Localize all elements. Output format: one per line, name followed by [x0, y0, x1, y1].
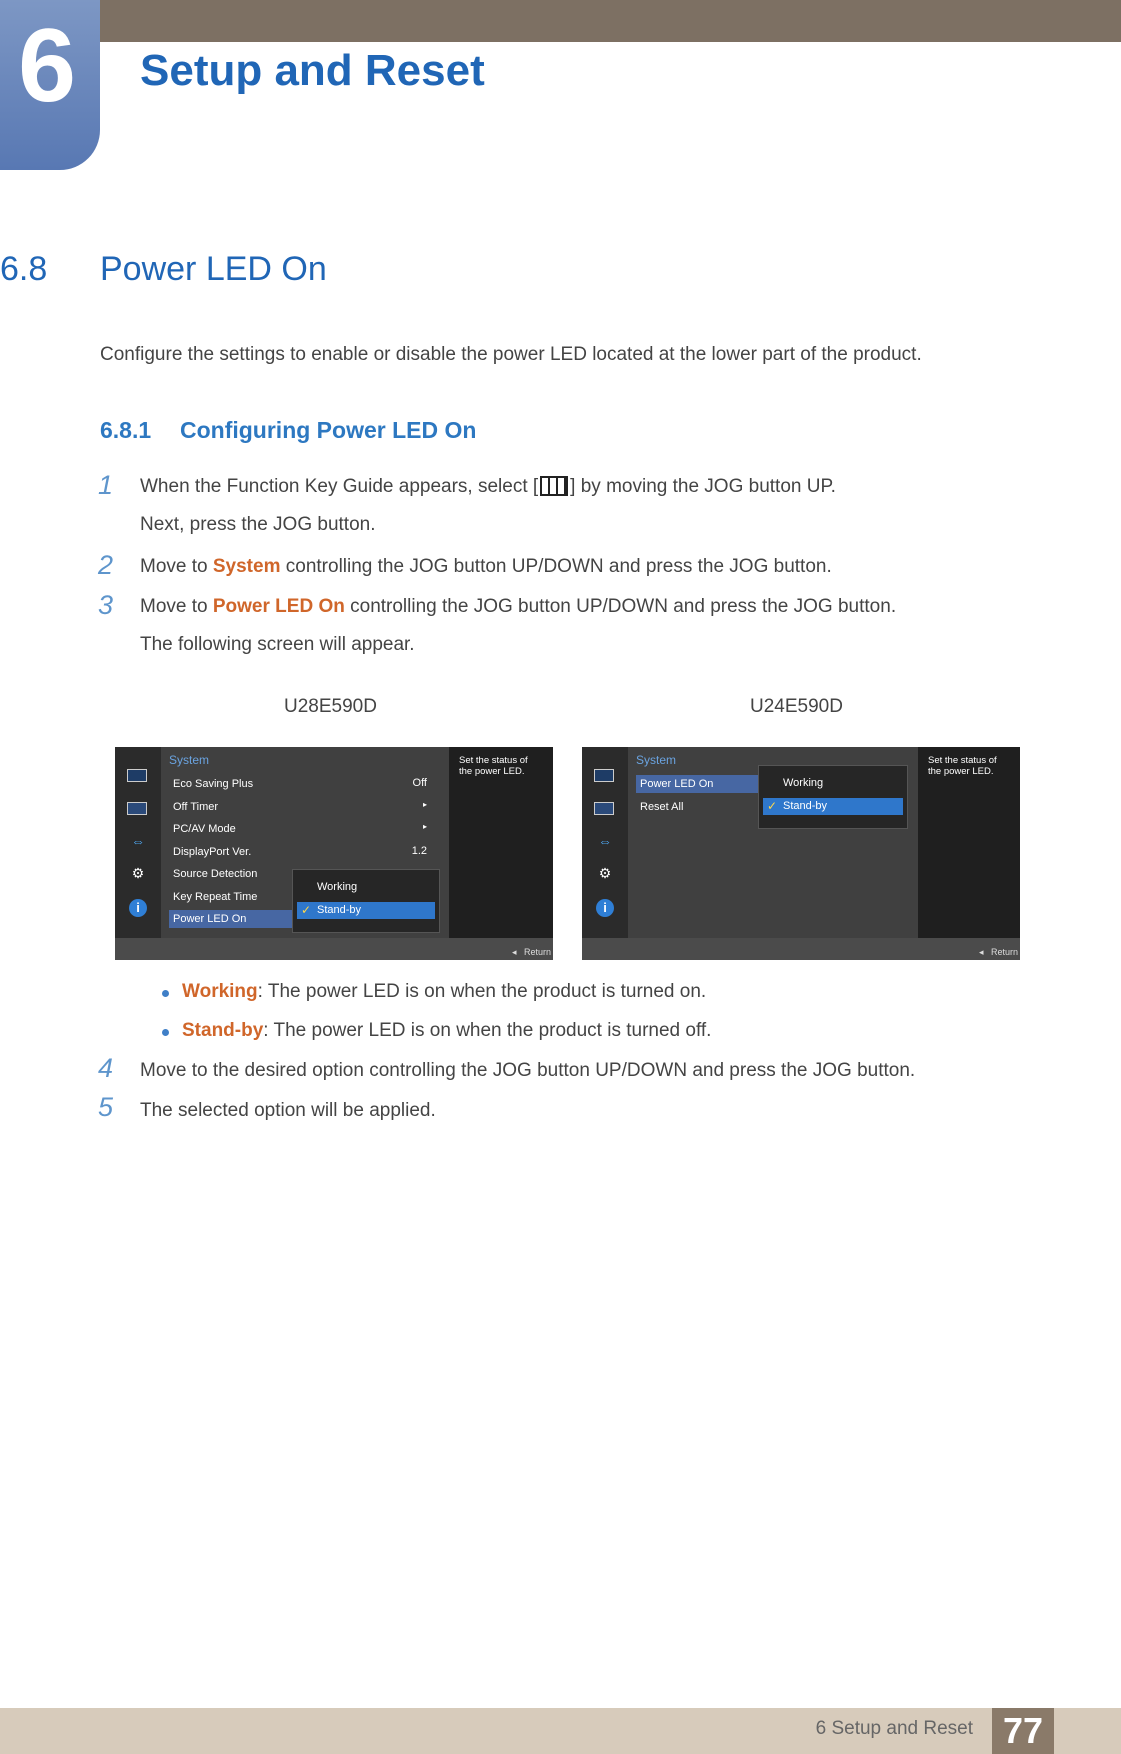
- page-number: 77: [992, 1708, 1054, 1754]
- highlight-term: Power LED On: [212, 596, 345, 617]
- bullet-dot: [162, 990, 169, 997]
- subsection-number: 6.8.1: [100, 417, 152, 443]
- chapter-tab: [0, 0, 100, 170]
- step-text: Move to the desired option controlling the JOG button UP/DOWN and press the JOG button.: [140, 1060, 916, 1081]
- osd-bottom-bar: [582, 938, 1020, 960]
- picture-icon: [127, 769, 147, 782]
- osd-menu-item[interactable]: Eco Saving Plus: [173, 778, 254, 790]
- osd-option-popup: [292, 869, 440, 933]
- osd-option[interactable]: Working: [317, 881, 358, 893]
- info-icon: i: [129, 899, 147, 917]
- step-number: 3: [98, 590, 114, 620]
- footer-chapter: 6 Setup and Reset: [815, 1718, 973, 1739]
- step-number: 2: [98, 550, 114, 580]
- gear-icon: ⚙: [598, 865, 612, 881]
- section-number: 6.8: [0, 250, 48, 288]
- chapter-number: 6: [18, 8, 76, 124]
- osd-value: 1.2: [411, 845, 427, 857]
- osd-sidebar: [582, 747, 628, 960]
- bullet-dot: [162, 1029, 169, 1036]
- subsection-title: Configuring Power LED On: [180, 417, 477, 443]
- osd-option-selected[interactable]: ✓ Stand-by: [297, 902, 435, 919]
- osd-option[interactable]: Working: [783, 777, 824, 789]
- step-text: Next, press the JOG button.: [140, 514, 376, 535]
- color-icon: [127, 802, 147, 815]
- step-text: The selected option will be applied.: [140, 1100, 436, 1121]
- bullet-item: Working: The power LED is on when the product is turned on.: [182, 981, 707, 1002]
- osd-menu-item[interactable]: DisplayPort Ver.: [173, 846, 252, 858]
- osd-return[interactable]: ◂ Return: [511, 947, 551, 957]
- osd-help-text: Set the status of the power LED.: [918, 747, 1020, 938]
- intro-paragraph: Configure the settings to enable or disable the power LED located at the lower part of the product.: [100, 344, 922, 365]
- osd-arrow: ▸: [422, 822, 427, 831]
- check-icon: ✓: [301, 903, 312, 917]
- step-number: 4: [98, 1053, 114, 1083]
- osd-option-selected[interactable]: ✓ Stand-by: [763, 798, 903, 815]
- check-icon: ✓: [767, 799, 778, 813]
- osd-help-text: Set the status of the power LED.: [449, 747, 553, 938]
- osd-bottom-bar: [115, 938, 553, 960]
- gear-icon: ⚙: [131, 865, 145, 881]
- step-text: Move to Power LED On controlling the JOG button UP/DOWN and press the JOG button.: [140, 596, 897, 617]
- size-position-icon: ⇔: [131, 833, 145, 849]
- osd-menu-item-selected[interactable]: Power LED On: [169, 910, 295, 928]
- osd-menu-item[interactable]: Off Timer: [173, 801, 219, 813]
- step-text: Move to System controlling the JOG button UP/DOWN and press the JOG button.: [140, 556, 832, 577]
- model-label: U28E590D: [284, 696, 377, 717]
- osd-option-popup: [758, 765, 908, 829]
- osd-screenshot-right: [582, 747, 1020, 960]
- step-text: The following screen will appear.: [140, 634, 415, 655]
- osd-value: Off: [412, 777, 427, 789]
- step-number: 1: [98, 470, 114, 500]
- highlight-term: System: [212, 556, 281, 577]
- osd-menu: [628, 747, 918, 938]
- osd-menu-item[interactable]: Reset All: [640, 801, 684, 813]
- step-text: When the Function Key Guide appears, select [ ] by moving the JOG button UP.: [140, 476, 836, 497]
- osd-menu-title: System: [636, 753, 677, 767]
- model-label: U24E590D: [750, 696, 843, 717]
- picture-icon: [594, 769, 614, 782]
- osd-return[interactable]: ◂ Return: [978, 947, 1018, 957]
- header-bar: [0, 0, 1121, 42]
- chapter-title: Setup and Reset: [140, 46, 485, 95]
- osd-arrow: ▸: [422, 800, 427, 809]
- osd-menu-item[interactable]: PC/AV Mode: [173, 823, 236, 835]
- section-title: Power LED On: [100, 250, 327, 288]
- osd-menu-title: System: [169, 753, 210, 767]
- info-icon: i: [596, 899, 614, 917]
- osd-menu: [161, 747, 449, 938]
- step-number: 5: [98, 1092, 114, 1122]
- size-position-icon: ⇔: [598, 833, 612, 849]
- osd-menu-item-selected[interactable]: Power LED On: [636, 775, 760, 793]
- osd-menu-item[interactable]: Key Repeat Time: [173, 891, 258, 903]
- osd-screenshot-left: [115, 747, 553, 960]
- color-icon: [594, 802, 614, 815]
- osd-sidebar: [115, 747, 161, 960]
- bullet-item: Stand-by: The power LED is on when the product is turned off.: [182, 1020, 712, 1041]
- menu-grid-icon: [540, 476, 568, 496]
- osd-menu-item[interactable]: Source Detection: [173, 868, 258, 880]
